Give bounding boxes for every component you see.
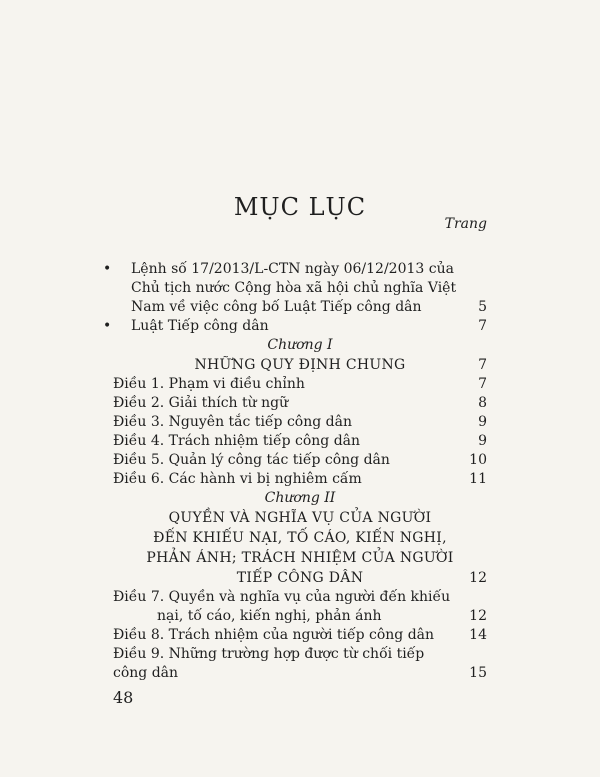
chapter-title-line: TIẾP CÔNG DÂN [236,570,364,586]
chapter-label: Chương II [264,490,336,506]
toc-entry-page: 12 [469,608,487,624]
toc-article[interactable] [113,394,487,413]
table-of-contents [113,260,487,683]
table-of-contents-title: MỤC LỤC [233,193,367,222]
chapter-title-line: QUYỀN VÀ NGHĨA VỤ CỦA NGƯỜI [168,510,432,526]
chapter-title-line: ĐẾN KHIẾU NẠI, TỐ CÁO, KIẾN NGHỊ, [153,530,447,546]
toc-article[interactable] [113,588,487,607]
toc-entry-page: 10 [469,452,487,468]
toc-entry-text: Điều 3. Nguyên tắc tiếp công dân [113,414,352,430]
toc-entry-page: 15 [469,665,487,681]
toc-entry-text: Điều 5. Quản lý công tác tiếp công dân [113,452,390,468]
toc-entry-text: • Lệnh số 17/2013/L-CTN ngày 06/12/2013 của Chủ tịch nước Cộng hòa xã hội chủ nghĩa Việt Nam về việc công bố Luật Tiếp công dân [113,260,487,317]
toc-entry-page: 5 [478,299,487,315]
toc-article[interactable] [113,626,487,645]
toc-entry-page: 12 [469,570,487,586]
toc-entry-page: 11 [469,471,487,487]
toc-entry-page: 7 [478,318,487,334]
toc-entry-page: 9 [478,414,487,430]
toc-entry-page: 8 [478,395,487,411]
toc-entry-law[interactable] [113,317,487,336]
toc-entry-page: 14 [469,627,487,643]
toc-entry-text: Điều 4. Trách nhiệm tiếp công dân [113,433,361,449]
toc-entry-text: nại, tố cáo, kiến nghị, phản ánh [157,608,382,624]
toc-entry-text: Điều 2. Giải thích từ ngữ [113,395,289,411]
toc-article[interactable] [113,645,487,683]
toc-chapter-heading[interactable] [113,508,487,588]
toc-article[interactable] [113,375,487,394]
toc-entry-page: 7 [478,357,487,373]
page-column-label: Trang [444,216,487,232]
chapter-label: Chương I [267,337,333,353]
toc-article[interactable] [113,451,487,470]
toc-entry-text: Điều 8. Trách nhiệm của người tiếp công dân [113,627,435,643]
toc-article[interactable] [113,432,487,451]
chapter-title-line: NHỮNG QUY ĐỊNH CHUNG [194,357,406,373]
toc-article-continued[interactable] [113,607,487,626]
toc-entry-text: Điều 7. Quyền và nghĩa vụ của người đến khiếu [113,589,451,605]
toc-entry-text: Điều 9. Những trường hợp được từ chối tiếp công dân [113,646,425,681]
chapter-title-line: PHẢN ÁNH; TRÁCH NHIỆM CỦA NGƯỜI [146,550,454,566]
toc-entry-order[interactable] [113,260,487,317]
toc-article[interactable] [113,413,487,432]
page-number: 48 [113,688,134,707]
toc-entry-text: Điều 1. Phạm vi điều chỉnh [113,376,305,392]
toc-entry-page: 7 [478,376,487,392]
toc-chapter-heading[interactable] [113,355,487,375]
toc-article[interactable] [113,470,487,489]
toc-entry-page: 9 [478,433,487,449]
toc-entry-text: • Luật Tiếp công dân [113,317,487,336]
toc-entry-text: Điều 6. Các hành vi bị nghiêm cấm [113,471,362,487]
